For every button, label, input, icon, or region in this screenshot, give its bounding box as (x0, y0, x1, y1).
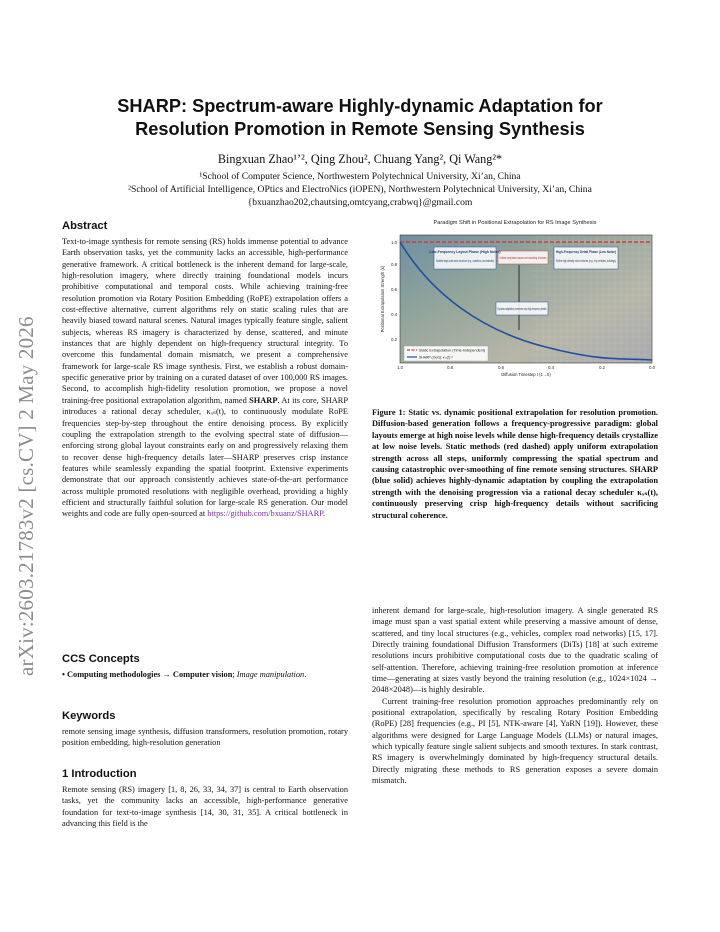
right-paragraph-1: inherent demand for large-scale, high-resolution imagery. A single generated RS image must span a vast spatial extent while preserving a massive amount of dense, scattered, and tiny local structures (e.g., vehicles, complex road networks) [15, 17]. Directly training foundational Diffusion Transformers (DiTs) [18] at such extreme resolutions incurs prohibitive computational costs due to the quadratic scaling of self-attention. Therefore, achieving training-free resolution promotion at inference time—generating at sizes vastly beyond the training resolution (e.g., 1024×1024 → 2048×2048)—is highly desirable. (372, 606, 658, 695)
title-line-1: SHARP: Spectrum-aware Highly-dynamic Adaptation for (117, 96, 603, 116)
ccs-heading: CCS Concepts (62, 653, 140, 665)
author-emails: {bxuanzhao202,chautsing,omtcyang,crabwq}@gmail.com (247, 197, 473, 208)
x-tick: 0.4 (548, 365, 554, 370)
ccs-concept: • Computing methodologies → Computer vision (62, 670, 233, 679)
figure-1 (372, 220, 658, 398)
x-tick: 1.0 (397, 365, 403, 370)
figure-caption: Figure 1: Static vs. dynamic positional extrapolation for resolution promotion. Diffusion-based generation follows a frequency-progressive paradigm: global layouts emerge at high noise levels while dense high-frequency details crystallize at low noise levels. Static methods (red dashed) apply uniform extrapolation strength across all steps, uniformly compressing the spatial spectrum and causing catastrophic over-smoothing of fine remote sensing structures. SHARP (blue solid) achieves highly-dynamic adaptation by coupling the extrapolation strength with the denoising progression via a rational decay scheduler κₓₛ(t), continuously preserving crisp high-frequency details without sacrificing structural coherence. (372, 408, 658, 520)
right-column-text (372, 605, 658, 787)
red-note: Uniform compression causes over-smoothing of textures (499, 256, 547, 260)
high-box-text: Refine high-density micro-textures (e.g., tiny vehicles, buildings) (556, 259, 616, 263)
keywords-section (62, 710, 348, 749)
ccs-subconcept: Image manipulation (236, 670, 305, 679)
keywords-heading: Keywords (62, 710, 116, 722)
keywords-text: remote sensing image synthesis, diffusion transformers, resolution promotion, rotary position embedding, high-resolution generation (62, 727, 348, 748)
abstract-section (62, 220, 348, 520)
right-paragraph-2: Current training-free resolution promotion approaches predominantly rely on positional extrapolation, specifically by rescaling Rotary Position Embedding (RoPE) [28] frequencies (e.g., PI [5], NTK-aware [4], YaRN [19]). However, these algorithms were designed for Large Language Models (LLMs) or natural images, which typically feature single salient subjects and smooth textures. In stark contrast, RS imagery is overwhelmingly dominated by high-frequency structural details. Directly migrating these methods to RS generation exposes a severe domain mismatch. (372, 696, 658, 786)
abstract-sharp-name: SHARP (249, 395, 278, 405)
author-list: Bingxuan Zhao¹ʼ², Qing Zhou², Chuang Yang², Qi Wang²* (217, 152, 503, 166)
x-axis-label: Diffusion Timestep t (1→0) (501, 372, 551, 377)
low-box-title: Low-Frequency Layout Phase (High Noise) (429, 250, 501, 254)
abstract-body: Text-to-image synthesis for remote sensing (RS) holds immense potential to advance Earth observation tasks, yet the community lacks an accessible, high-performance generative framework. A critical bottleneck is the inherent demand for large-scale, high-resolution imagery, where directly training foundational models incurs prohibitive computational and temporal costs. While achieving training-free resolution promotion via Rotary Position Embedding (RoPE) extrapolation offers a cost-effective alternative, current algorithms rely on static scaling rules that are heavily biased toward natural scenes. Natural images typically feature single, salient subjects, whereas RS imagery is characterized by dense, scattered, and minute instances that are highly dependent on high-frequency structural integrity. To overcome this fundamental domain mismatch, we present a comprehensive framework for large-scale RS image synthesis. First, we establish a robust domain-specific generative prior by training on a curated dataset of over 100,000 RS images. Second, to accomplish high-fidelity resolution promotion, we propose a novel training-free positional extrapolation algorithm, named SHARP. At its core, SHARP introduces a rational decay scheduler, κₓₛ(t), to continuously modulate RoPE frequencies step-by-step throughout the entire denoising process. By explicitly coupling the extrapolation strength to the evolving spectral state of diffusion—enforcing strong global layout constraints early on and progressively relaxing them to recover dense high-frequency details later—SHARP preserves crisp instance features while seamlessly expanding the spatial footprint. Extensive experiments demonstrate that our approach consistently achieves state-of-the-art performance across multiple promoted resolutions with negligible overhead, providing a highly efficient and structurally faithful solution for large-scale RS generation. Our model weights and code are fully open-sourced at https://github.com/bxuanz/SHARP. (62, 237, 348, 519)
abstract-heading: Abstract (62, 220, 108, 232)
ccs-text: • Computing methodologies → Computer vision; Image manipulation. (62, 670, 307, 679)
affiliation-1: ¹School of Computer Science, Northwestern Polytechnical University, Xi’an, China (199, 171, 521, 182)
code-link[interactable]: https://github.com/bxuanz/SHARP (207, 509, 323, 519)
y-tick: 0.2 (391, 337, 397, 342)
x-tick: 0.6 (498, 365, 504, 370)
x-tick: 0.2 (599, 365, 605, 370)
title-line-2: Resolution Promotion in Remote Sensing Synthesis (135, 119, 585, 139)
ccs-sep: ; (232, 670, 237, 679)
arxiv-stamp (6, 220, 50, 680)
y-tick: 0.4 (391, 312, 397, 317)
intro-section (62, 768, 348, 829)
paper-title (60, 95, 660, 141)
y-axis-label: Positional Extrapolation Strength (κ) (380, 265, 385, 333)
intro-text: Remote sensing (RS) imagery [1, 8, 26, 33, 34, 37] is central to Earth observation tasks, yet the community lacks an accessible, high-performance generative foundation for text-to-image synthesis [14, 30, 31, 35]. A critical bottleneck in advancing this field is the (62, 785, 348, 829)
legend-sharp: SHARP (Ours): κₓₛ(t) = (419, 355, 454, 360)
x-tick: 0.0 (649, 365, 655, 370)
legend-static: Static Extrapolation (Time-Independent) (419, 348, 485, 353)
abstract-text-2: . At its core, SHARP introduces a rational decay scheduler, κₓₛ(t), to continuously modulate RoPE frequencies step-by-step throughout the entire denoising process. By explicitly coupling the extrapolation strength to the evolving spectral state of diffusion—enforcing strong global layout constraints early on and progressively relaxing them to recover dense high-frequency details later—SHARP preserves crisp instance features while seamlessly expanding the spatial footprint. Extensive experiments demonstrate that our approach consistently achieves state-of-the-art performance across multiple promoted resolutions with negligible overhead, providing a highly efficient and structurally faithful solution for large-scale RS generation. Our model weights and code are fully open-sourced at (62, 395, 348, 519)
low-box-text: Establish large-scale macro structures (e.g., coastlines, road networks) (436, 259, 494, 263)
blue-note: Dynamic adaptation preserves crisp high-frequency details (497, 307, 547, 311)
intro-heading: 1 Introduction (62, 768, 137, 780)
x-tick: 0.8 (447, 365, 453, 370)
affiliation-2: ²School of Artificial Intelligence, OPtics and ElectroNics (iOPEN), Northwestern Polytechnical University, Xi’an, China (128, 184, 592, 195)
arxiv-id: arXiv:2603.21783v2 [cs.CV] 2 May 2026 (14, 316, 38, 676)
figure-title: Paradigm Shift in Positional Extrapolation for RS Image Synthesis (433, 220, 597, 226)
ccs-section (62, 653, 348, 680)
y-tick: 0.6 (391, 287, 397, 292)
y-tick: 1.0 (391, 240, 397, 245)
high-box-title: High-Frequency Detail Phase (Low Noise) (556, 250, 616, 254)
figure-plot (372, 220, 658, 398)
abstract-text: Text-to-image synthesis for remote sensing (RS) holds immense potential to advance Earth observation tasks, yet the community lacks an accessible, high-performance generative framework. A critical bottleneck is the inherent demand for large-scale, high-resolution imagery, where directly training foundational models incurs prohibitive computational and temporal costs. While achieving training-free resolution promotion via Rotary Position Embedding (RoPE) extrapolation offers a cost-effective alternative, current algorithms rely on static scaling rules that are heavily biased toward natural scenes. Natural images typically feature single, salient subjects, whereas RS imagery is characterized by dense, scattered, and minute instances that are highly dependent on high-frequency structural integrity. To overcome this fundamental domain mismatch, we present a comprehensive framework for large-scale RS image synthesis. First, we establish a robust domain-specific generative prior by training on a curated dataset of over 100,000 RS images. Second, to accomplish high-fidelity resolution promotion, we propose a novel training-free positional extrapolation algorithm, named (62, 237, 348, 405)
y-tick: 0.8 (391, 262, 397, 267)
